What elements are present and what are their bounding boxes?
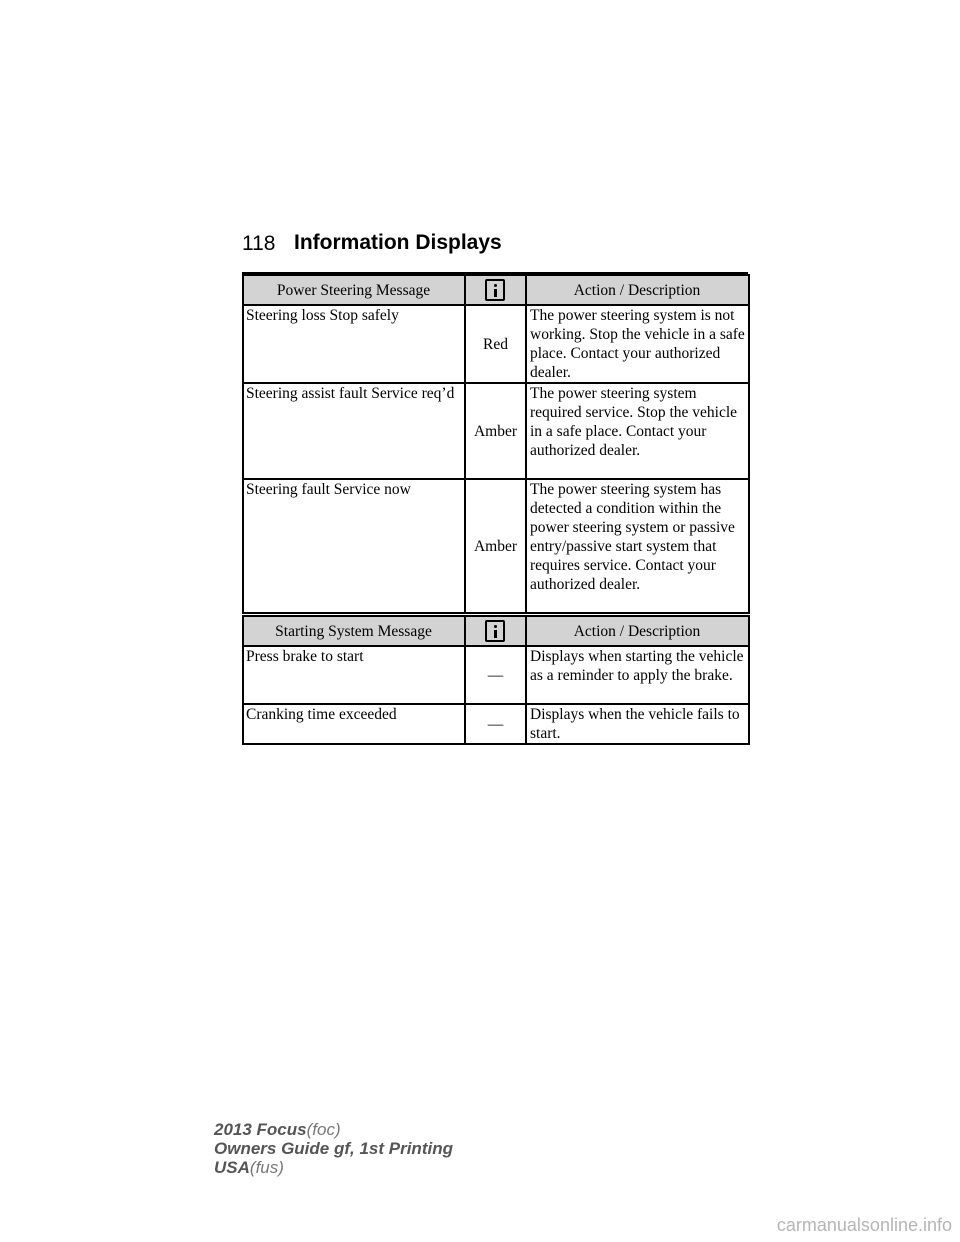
page-header xyxy=(242,228,748,274)
footer-line-guide xyxy=(214,1139,453,1158)
header-message: Starting System Message xyxy=(243,616,465,646)
info-icon xyxy=(485,620,505,642)
table-header-row xyxy=(243,616,749,646)
row-action: Displays when starting the vehicle as a reminder to apply the brake. xyxy=(526,646,749,704)
row-indicator-color: — xyxy=(465,704,526,744)
info-icon xyxy=(485,279,505,301)
row-indicator-color: Amber xyxy=(465,383,526,479)
footer-guide: Owners Guide gf, 1st Printing xyxy=(214,1139,453,1158)
row-indicator-color: Amber xyxy=(465,479,526,613)
row-message: Press brake to start xyxy=(243,646,465,704)
footer-line-market xyxy=(214,1158,453,1177)
table-row xyxy=(243,646,749,704)
row-message: Cranking time exceeded xyxy=(243,704,465,744)
table-header-row xyxy=(243,275,749,305)
starting-system-table xyxy=(242,615,750,745)
print-footer xyxy=(214,1120,453,1177)
footer-model-code: (foc) xyxy=(306,1120,341,1139)
table-row xyxy=(243,479,749,613)
table-row xyxy=(243,383,749,479)
row-indicator-color: Red xyxy=(465,305,526,383)
row-action: The power steering system has detected a condition within the power steering system or passive entry/passive start system that requires service. Contact your authorized dealer. xyxy=(526,479,749,613)
footer-market: USA xyxy=(214,1158,250,1177)
row-action: The power steering system required service. Stop the vehicle in a safe place. Contact your authorized dealer. xyxy=(526,383,749,479)
power-steering-table xyxy=(242,274,750,614)
section-title: Information Displays xyxy=(294,231,502,254)
footer-market-code: (fus) xyxy=(249,1158,284,1177)
header-action: Action / Description xyxy=(526,275,749,305)
row-indicator-color: — xyxy=(465,646,526,704)
header-message: Power Steering Message xyxy=(243,275,465,305)
header-icon xyxy=(465,275,526,305)
footer-model: 2013 Focus xyxy=(214,1120,307,1139)
row-action: The power steering system is not working. Stop the vehicle in a safe place. Contact your authorized dealer. xyxy=(526,305,749,383)
footer-line-model xyxy=(214,1120,453,1139)
page-number: 118 xyxy=(242,232,276,255)
table-row xyxy=(243,305,749,383)
row-action: Displays when the vehicle fails to start. xyxy=(526,704,749,744)
row-message: Steering fault Service now xyxy=(243,479,465,613)
row-message: Steering loss Stop safely xyxy=(243,305,465,383)
header-action: Action / Description xyxy=(526,616,749,646)
watermark: carmanualsonline.info xyxy=(776,1215,952,1235)
row-message: Steering assist fault Service req’d xyxy=(243,383,465,479)
header-icon xyxy=(465,616,526,646)
table-row xyxy=(243,704,749,744)
